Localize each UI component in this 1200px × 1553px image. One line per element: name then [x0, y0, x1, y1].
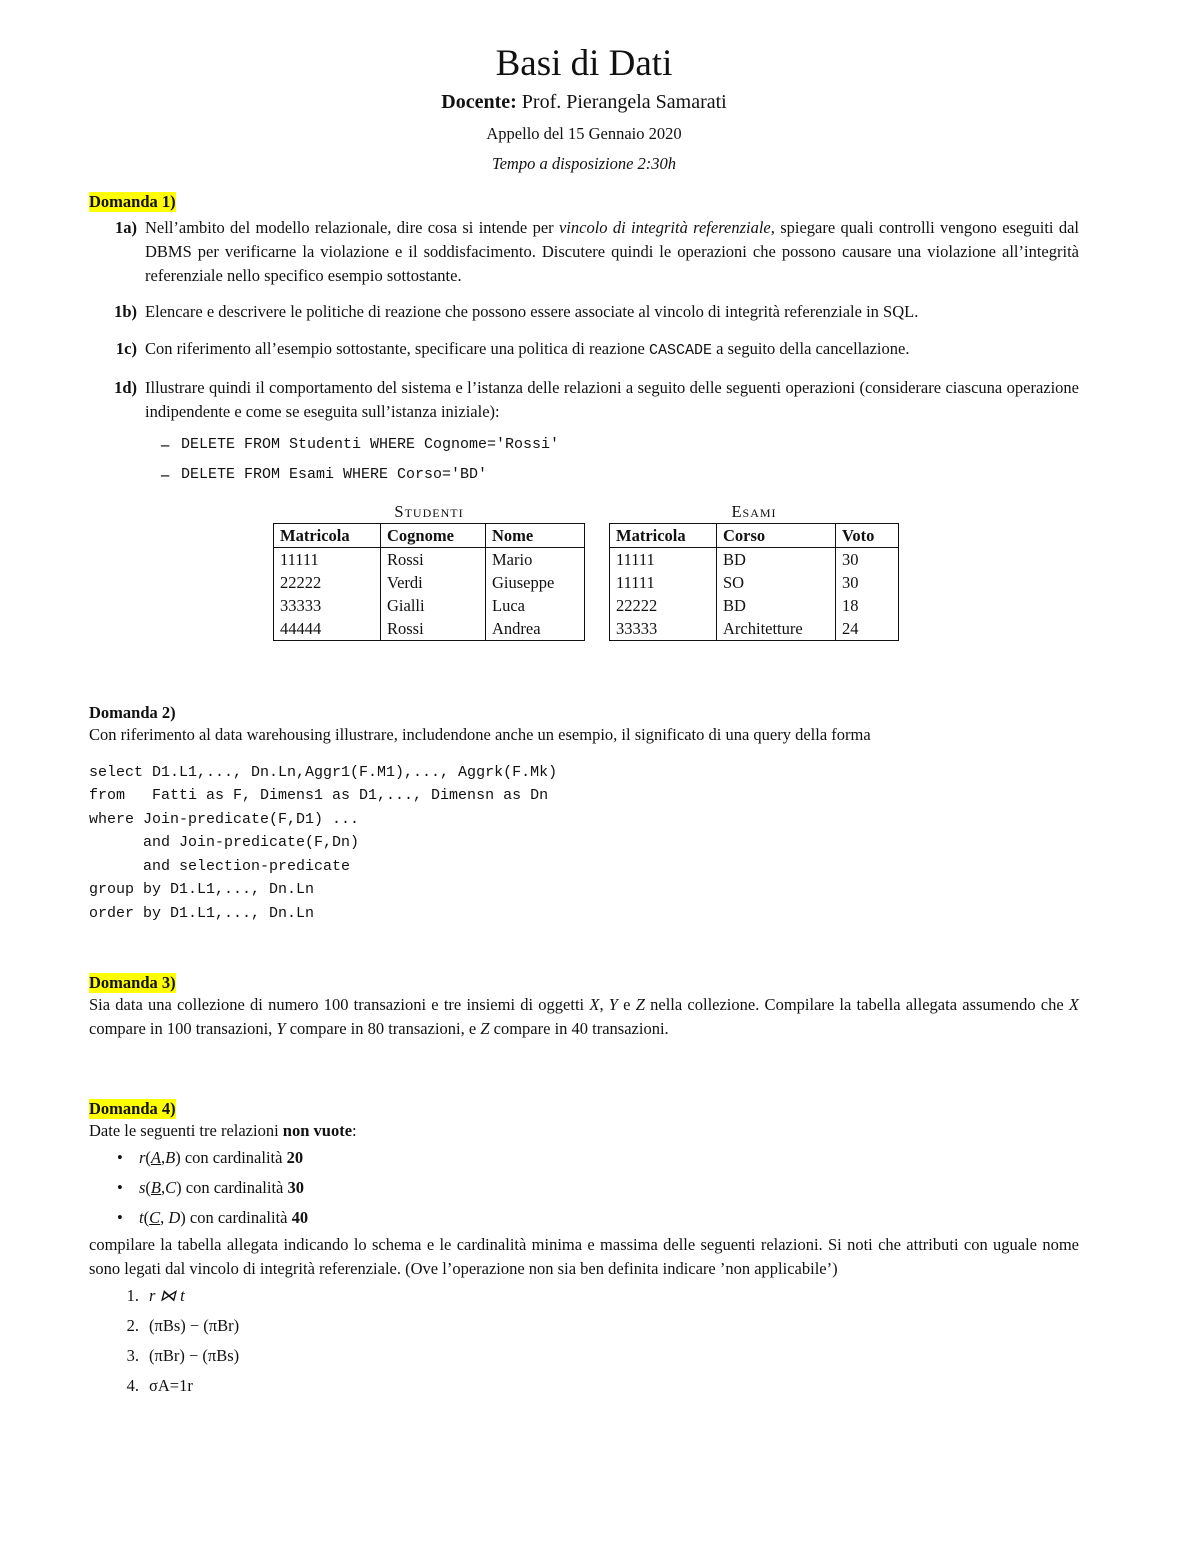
- q1a-emphasis: vincolo di integrità referenziale: [558, 217, 771, 237]
- card-text: con cardinalità: [181, 1178, 288, 1198]
- table-cell: 33333: [274, 594, 381, 617]
- column-header: Matricola: [610, 523, 717, 547]
- relation-item: • s(B,C) con cardinalità 30: [117, 1173, 1079, 1203]
- rel-attr: D: [168, 1208, 181, 1228]
- var-x: X: [589, 995, 600, 1015]
- operations-list: [89, 430, 1079, 490]
- question-4-heading: Domanda 4): [89, 1099, 176, 1119]
- q3-part: Sia data una collezione di numero 100 transazioni e tre insiemi di oggetti: [89, 995, 590, 1015]
- bullet-icon: •: [117, 1148, 123, 1168]
- question-1c-label: 1c): [115, 338, 137, 358]
- expression: r ⋈ t: [149, 1286, 185, 1306]
- question-3-heading: Domanda 3): [89, 973, 176, 993]
- q3-part: compare in 100 transazioni,: [89, 1019, 277, 1039]
- question-3: [89, 973, 1079, 1041]
- relation-item: • t(C, D) con cardinalità 40: [117, 1203, 1079, 1233]
- expression-item: [111, 1311, 1079, 1341]
- question-1b-text: Elencare e descrivere le politiche di reazione che possono essere associate al vincolo di integrità referenziale in SQL.: [145, 301, 919, 321]
- question-4-intro: [89, 1119, 1079, 1143]
- question-1b: [89, 300, 1079, 324]
- table-cell: Architetture: [717, 617, 836, 641]
- studenti-table-wrap: [273, 502, 585, 641]
- expression: (πBr) − (πBs): [149, 1346, 240, 1366]
- column-header: Voto: [836, 523, 899, 547]
- relation-item: • r(A,B) con cardinalità 20: [117, 1143, 1079, 1173]
- question-1a: [89, 216, 1079, 288]
- table-row: [610, 594, 899, 617]
- table-row: [610, 571, 899, 594]
- item-number: 1.: [126, 1286, 139, 1306]
- appello-date: Appello del 15 Gennaio 2020: [486, 123, 682, 143]
- question-1: [89, 192, 1079, 641]
- column-header: Cognome: [381, 523, 486, 547]
- table-cell: 11111: [610, 571, 717, 594]
- q3-part: ,: [599, 995, 609, 1015]
- operation-item: [161, 430, 1079, 460]
- docente-name: Prof. Pierangela Samarati: [521, 90, 727, 113]
- q3-part: e: [617, 995, 636, 1015]
- q1c-part1: Con riferimento all’esempio sottostante, specificare una politica di reazione: [145, 338, 649, 358]
- question-1d-label: 1d): [114, 377, 137, 397]
- bullet-icon: •: [117, 1178, 123, 1198]
- table-cell: Andrea: [486, 617, 585, 641]
- item-number: 3.: [126, 1346, 139, 1366]
- docente-line: [89, 91, 1079, 114]
- question-1d: [89, 376, 1079, 424]
- table-cell: 22222: [610, 594, 717, 617]
- table-row: [610, 617, 899, 641]
- question-4: [89, 1099, 1079, 1401]
- table-cell: 44444: [274, 617, 381, 641]
- query-code-block: select D1.L1,..., Dn.Ln,Aggr1(F.M1),..., Aggrk(F.Mk) from Fatti as F, Dimens1 as D1,..., Dimensn as Dn where Join-predicate(F,D1) ... and Join-predicate(F,Dn) and selection-predicate group by D1.L1,..., Dn.Ln order by D1.L1,..., Dn.Ln: [89, 763, 558, 922]
- bullet-icon: •: [117, 1208, 123, 1228]
- column-header: Nome: [486, 523, 585, 547]
- table-cell: Verdi: [381, 571, 486, 594]
- expression-item: [111, 1371, 1079, 1401]
- table-cell: 30: [836, 571, 899, 594]
- table-cell: 24: [836, 617, 899, 641]
- table-header-row: [274, 523, 585, 547]
- q1c-part2: a seguito della cancellazione.: [712, 338, 910, 358]
- table-row: [274, 594, 585, 617]
- question-2-text: Con riferimento al data warehousing illustrare, includendone anche un esempio, il significato di una query della forma: [89, 724, 871, 744]
- var-x: X: [1068, 995, 1079, 1015]
- table-cell: 11111: [610, 547, 717, 571]
- rel-cardinality: 30: [287, 1178, 304, 1198]
- rel-cardinality: 20: [286, 1148, 304, 1168]
- table-cell: Rossi: [381, 617, 486, 641]
- question-1d-text: Illustrare quindi il comportamento del sistema e l’istanza delle relazioni a seguito delle seguenti operazioni (considerare ciascuna operazione indipendente e come se eseguita sull’istanza iniziale):: [145, 377, 1079, 421]
- item-number: 4.: [126, 1376, 139, 1396]
- column-header: Corso: [717, 523, 836, 547]
- question-1b-label: 1b): [114, 301, 137, 321]
- operation-sql: DELETE FROM Esami WHERE Corso='BD': [181, 465, 488, 483]
- table-cell: 22222: [274, 571, 381, 594]
- question-1c: [89, 337, 1079, 363]
- table-cell: BD: [717, 594, 836, 617]
- q1a-part1: Nell’ambito del modello relazionale, dire cosa si intende per: [145, 217, 559, 237]
- relations-tables: [273, 502, 1079, 641]
- rel-key-attr: A: [150, 1148, 162, 1168]
- table-cell: 18: [836, 594, 899, 617]
- rel-attr: C: [165, 1178, 177, 1198]
- table-cell: 11111: [274, 547, 381, 571]
- item-number: 2.: [126, 1316, 139, 1336]
- dash-bullet-icon: –: [161, 464, 170, 484]
- rel-name: r: [139, 1148, 146, 1168]
- table-header-row: [610, 523, 899, 547]
- table-cell: 33333: [610, 617, 717, 641]
- esami-caption: Esami: [731, 501, 777, 521]
- column-header: Matricola: [274, 523, 381, 547]
- table-cell: BD: [717, 547, 836, 571]
- rel-key-attr: C: [149, 1208, 161, 1228]
- rel-name: t: [139, 1208, 144, 1228]
- table-cell: Rossi: [381, 547, 486, 571]
- q3-part: compare in 80 transazioni, e: [285, 1019, 481, 1039]
- expression-item: [111, 1281, 1079, 1311]
- question-1-heading: Domanda 1): [89, 191, 176, 211]
- table-cell: SO: [717, 571, 836, 594]
- question-1a-label: 1a): [115, 217, 137, 237]
- q4-intro-bold: non vuote: [282, 1121, 353, 1141]
- table-cell: Giuseppe: [486, 571, 585, 594]
- q1a-part2: , spiegare quali controlli vengono eseguiti dal DBMS per verificarne la violazione e il soddisfacimento. Discutere quindi le operazioni che possono causare una violazione all’integrità referenziale nello specifico esempio sottostante.: [145, 217, 1079, 285]
- q1c-code: CASCADE: [648, 341, 712, 359]
- q4-intro-part: :: [352, 1121, 357, 1141]
- var-z: Z: [635, 995, 645, 1015]
- table-row: [274, 547, 585, 571]
- rel-attr: B: [165, 1148, 176, 1168]
- question-1a-text: [145, 216, 1079, 288]
- card-text: con cardinalità: [185, 1208, 292, 1228]
- var-y: Y: [608, 995, 618, 1015]
- question-2-heading: Domanda 2): [89, 702, 176, 722]
- exam-page: [89, 40, 1079, 1401]
- rel-cardinality: 40: [291, 1208, 309, 1228]
- time-limit: Tempo a disposizione 2:30h: [491, 153, 677, 173]
- expression-item: [111, 1341, 1079, 1371]
- table-cell: Luca: [486, 594, 585, 617]
- table-row: [610, 547, 899, 571]
- rel-name: s: [139, 1178, 146, 1198]
- table-cell: Gialli: [381, 594, 486, 617]
- table-cell: 30: [836, 547, 899, 571]
- table-row: [274, 571, 585, 594]
- expression: σA=1r: [149, 1376, 193, 1396]
- expression: (πBs) − (πBr): [149, 1316, 240, 1336]
- table-row: [274, 617, 585, 641]
- table-cell: Mario: [486, 547, 585, 571]
- dash-bullet-icon: –: [161, 434, 170, 454]
- q3-part: nella collezione. Compilare la tabella allegata assumendo che: [644, 995, 1069, 1015]
- q4-intro-part: Date le seguenti tre relazioni: [89, 1121, 283, 1141]
- studenti-caption: Studenti: [394, 501, 464, 521]
- docente-label: Docente:: [441, 90, 517, 113]
- rel-key-attr: B: [150, 1178, 162, 1198]
- operation-sql: DELETE FROM Studenti WHERE Cognome='Rossi': [181, 435, 560, 453]
- page-title: Basi di Dati: [495, 43, 673, 84]
- question-4-instructions: compilare la tabella allegata indicando lo schema e le cardinalità minima e massima delle seguenti relazioni. Si noti che attributi con uguale nome sono legati dal vincolo di integrità referenziale. (Ove l’operazione non sia ben definita indicare ’non applicabile’): [89, 1235, 1079, 1279]
- card-text: con cardinalità: [180, 1148, 287, 1168]
- studenti-table: [273, 523, 585, 641]
- esami-table-wrap: [609, 502, 899, 641]
- var-y: Y: [276, 1019, 286, 1039]
- question-1c-text: [145, 337, 1079, 363]
- question-2: [89, 703, 1079, 926]
- esami-table: [609, 523, 899, 641]
- q3-part: compare in 40 transazioni.: [489, 1019, 669, 1039]
- question-3-text: [89, 993, 1079, 1041]
- operation-item: [161, 460, 1079, 490]
- var-z: Z: [480, 1019, 490, 1039]
